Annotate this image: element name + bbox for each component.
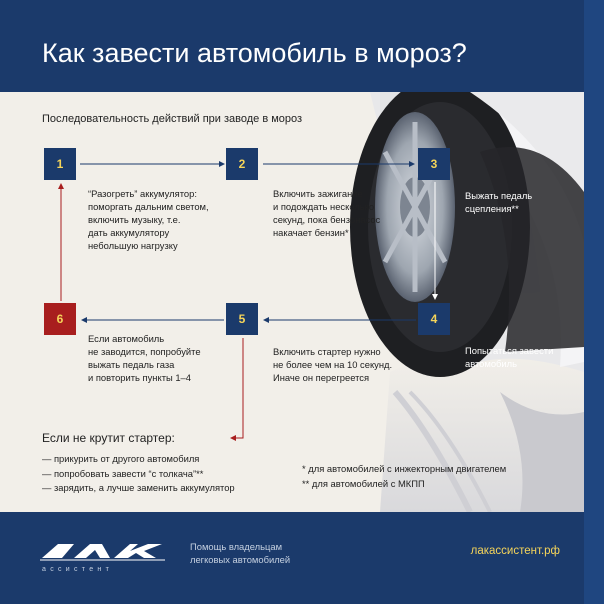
header (0, 0, 584, 92)
step-6-description: Если автомобиль не заводится, попробуйте выжать педаль газа и повторить пункты 1–4 (88, 333, 201, 383)
arrow-5-to-no-start (231, 338, 243, 438)
footnote-injector: * для автомобилей с инжекторным двигателем (302, 463, 507, 474)
list-item: — попробовать завести “с толкача”** (42, 467, 204, 479)
step-5-box: 5 (226, 303, 258, 335)
sequence-subtitle: Последовательность действий при заводе в мороз (42, 113, 303, 125)
footnotes (302, 462, 506, 491)
step-2-description: Включить зажигание и подождать несколько секунд, пока бензонасос накачает бензин* (273, 188, 381, 238)
step-5-description: Включить стартер нужно не более чем на 10 секунд. Иначе он перегреется (273, 346, 393, 383)
no-start-list (42, 452, 235, 496)
step-1-box: 1 (44, 148, 76, 180)
lak-assistant-logo (40, 538, 175, 574)
step-4-box: 4 (418, 303, 450, 335)
list-item: — прикурить от другого автомобиля (42, 453, 200, 464)
step-3-description: Выжать педаль сцепления** (465, 190, 533, 214)
flow-arrows (0, 92, 584, 512)
step-6-box: 6 (44, 303, 76, 335)
page-title: Как завести автомобиль в мороз? (42, 38, 467, 68)
step-3-box: 3 (418, 148, 450, 180)
footer (0, 512, 584, 604)
content-panel (0, 92, 584, 512)
list-item: — зарядить, а лучше заменить аккумулятор (42, 482, 235, 493)
footnote-manual: ** для автомобилей с МКПП (302, 477, 425, 489)
step-1-description: “Разогреть” аккумулятор: поморгать дальним светом, включить музыку, т.е. дать аккумулятору небольшую нагрузку (88, 188, 209, 251)
website-link[interactable]: лакассистент.рф (470, 545, 560, 557)
logo-text: ассистент (42, 566, 114, 573)
no-start-title: Если не крутит стартер: (42, 431, 175, 445)
footer-tagline: Помощь владельцам легковых автомобилей (190, 541, 291, 565)
step-2-box: 2 (226, 148, 258, 180)
right-accent-strip (584, 0, 604, 604)
step-4-description: Попытаться завести автомобиль (465, 345, 554, 369)
